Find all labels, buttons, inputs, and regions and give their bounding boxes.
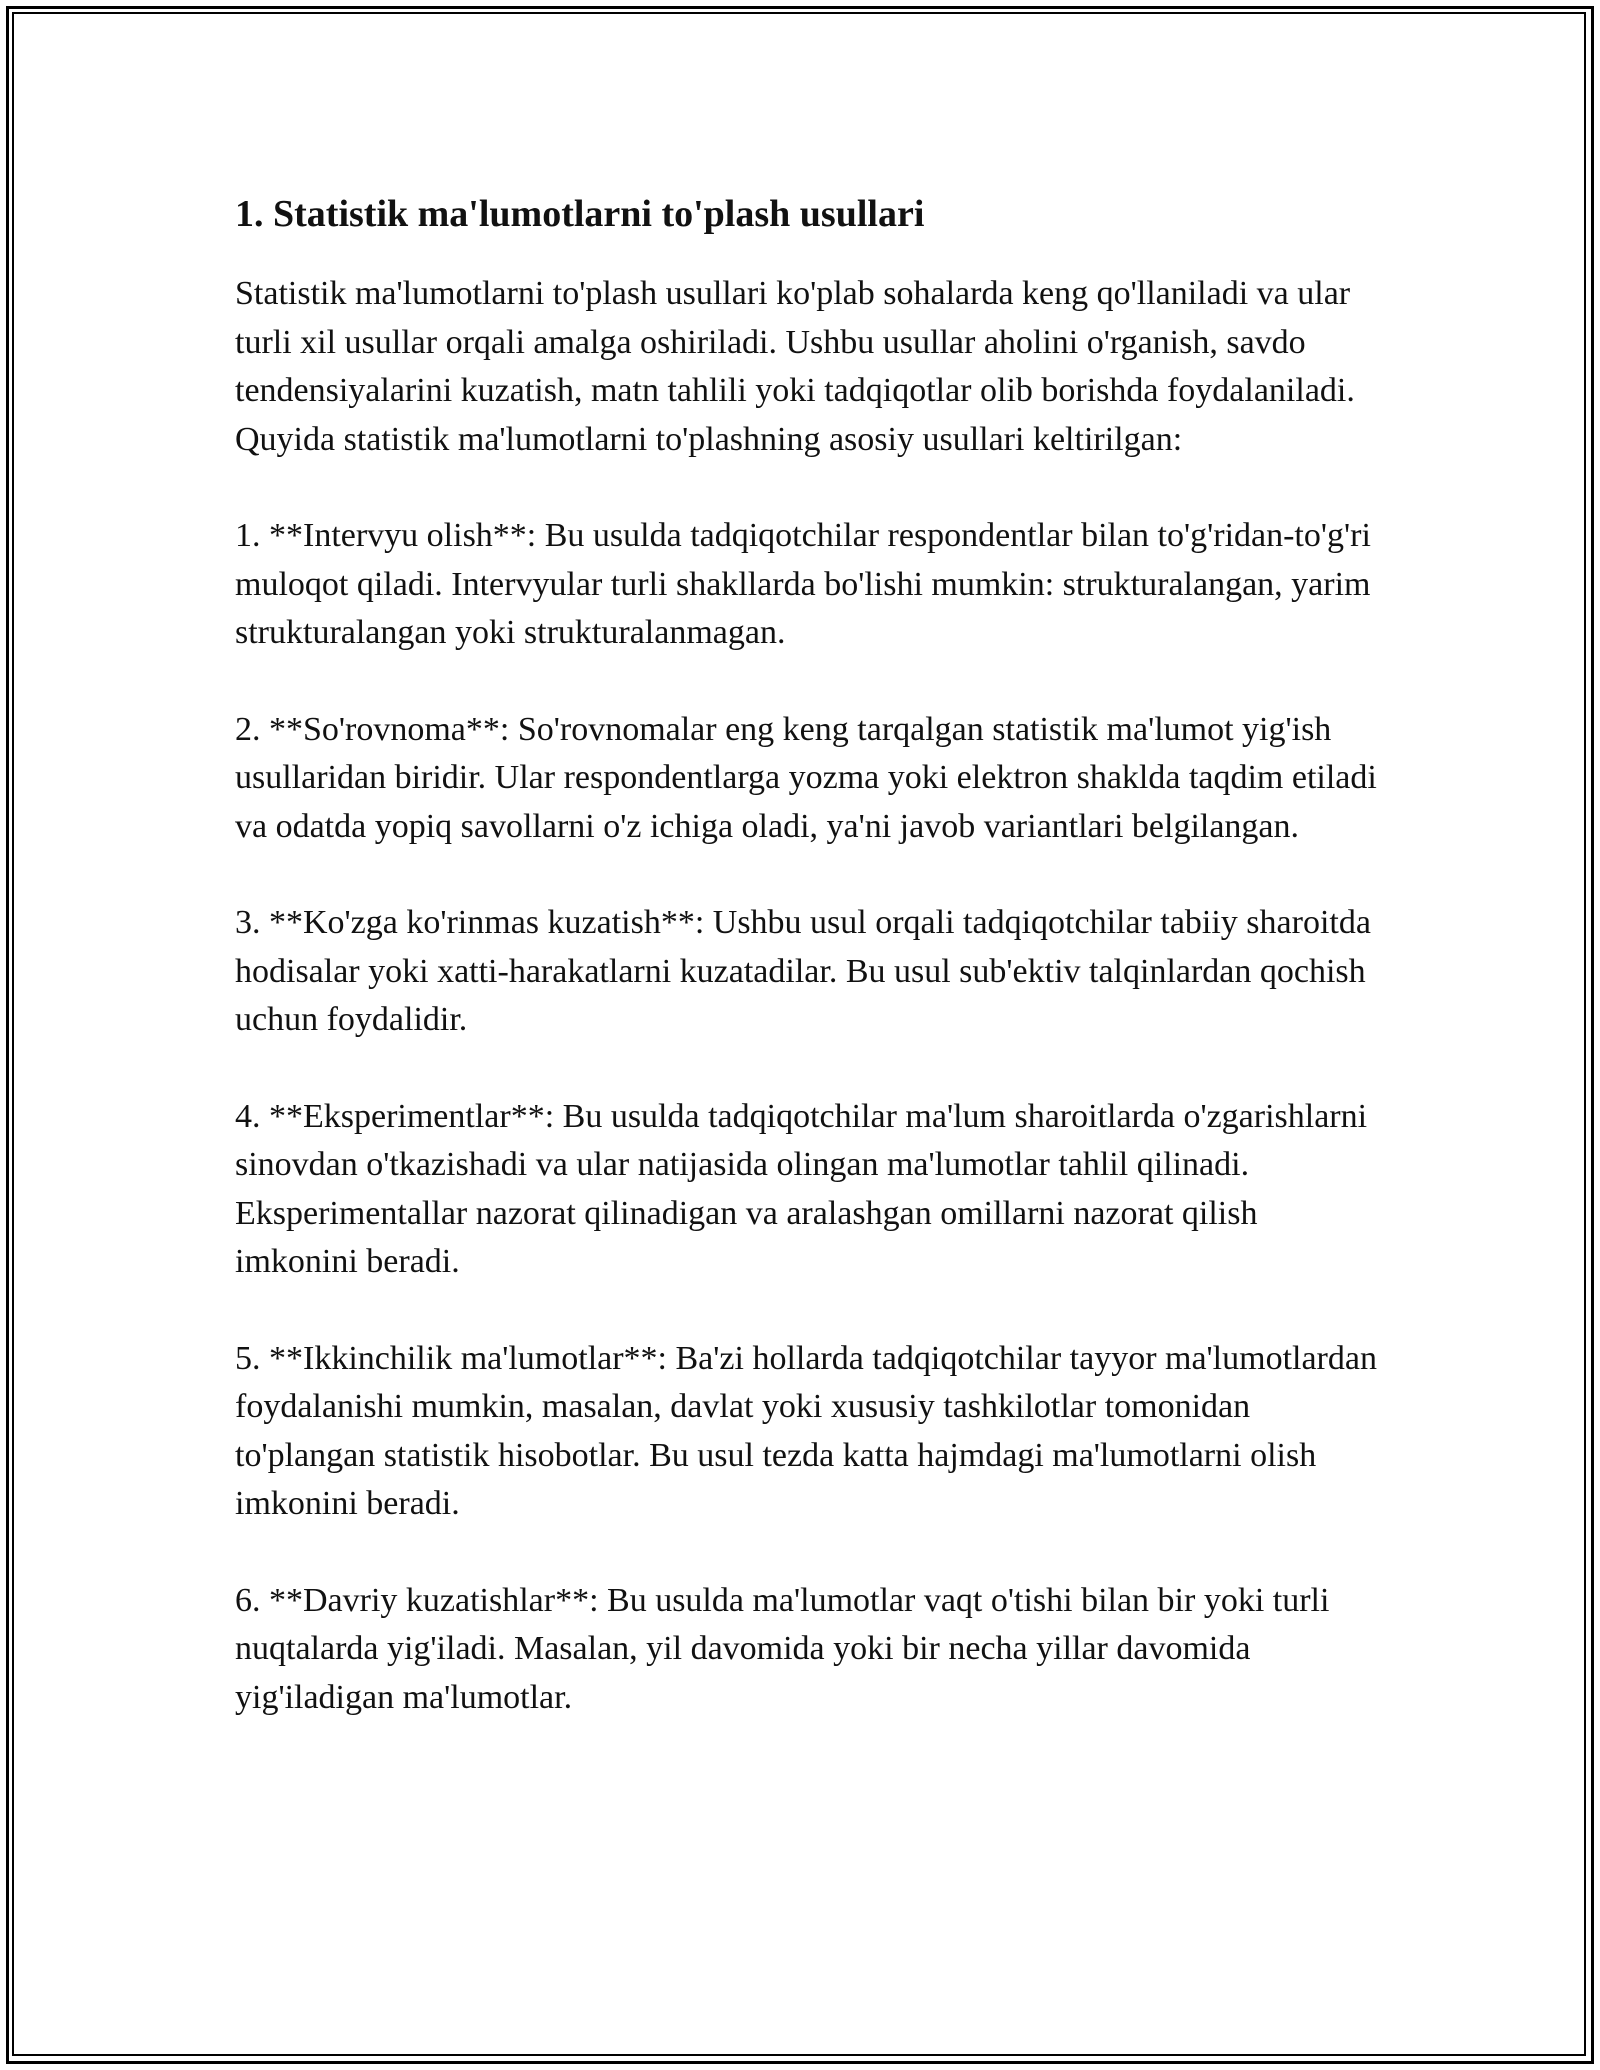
document-body: [235, 188, 1385, 1770]
list-item: 5. **Ikkinchilik ma'lumotlar**: Ba'zi hollarda tadqiqotchilar tayyor ma'lumotlardan foydalanishi mumkin, masalan, davlat yoki xususiy tashkilotlar tomonidan to'plangan statistik hisobotlar. Bu usul tezda katta hajmdagi ma'lumotlarni olish imkonini beradi.: [235, 1339, 1377, 1522]
list-item: 2. **So'rovnoma**: So'rovnomalar eng keng tarqalgan statistik ma'lumot yig'ish usullaridan biridir. Ular respondentlarga yozma yoki elektron shaklda taqdim etiladi va odatda yopiq savollarni o'z ichiga oladi, ya'ni javob variantlari belgilangan.: [235, 710, 1377, 845]
intro-paragraph: Statistik ma'lumotlarni to'plash usullari ko'plab sohalarda keng qo'llaniladi va ular turli xil usullar orqali amalga oshiriladi. Ushbu usullar aholini o'rganish, savdo tendensiyalarini kuzatish, matn tahlili yoki tadqiqotlar olib borishda foydalaniladi. Quyida statistik ma'lumotlarni to'plashning asosiy usullari keltirilgan:: [235, 275, 1355, 458]
document-title: 1. Statistik ma'lumotlarni to'plash usullari: [235, 193, 925, 235]
list-item: 4. **Eksperimentlar**: Bu usulda tadqiqotchilar ma'lum sharoitlarda o'zgarishlarni sinovdan o'tkazishadi va ular natijasida olingan ma'lumotlar tahlil qilinadi. Eksperimentallar nazorat qilinadigan va aralashgan omillarni nazorat qilish imkonini beradi.: [235, 1097, 1368, 1280]
list-item: 1. **Intervyu olish**: Bu usulda tadqiqotchilar respondentlar bilan to'g'ridan-to'g'ri muloqot qiladi. Intervyular turli shakllarda bo'lishi mumkin: strukturalangan, yarim strukturalangan yoki strukturalanmagan.: [235, 517, 1371, 651]
list-item: 6. **Davriy kuzatishlar**: Bu usulda ma'lumotlar vaqt o'tishi bilan bir yoki turli nuqtalarda yig'iladi. Masalan, yil davomida yoki bir necha yillar davomida yig'iladigan ma'lumotlar.: [235, 1581, 1330, 1716]
list-item: 3. **Ko'zga ko'rinmas kuzatish**: Ushbu usul orqali tadqiqotchilar tabiiy sharoitda hodisalar yoki xatti-harakatlarni kuzatadilar. Bu usul sub'ektiv talqinlardan qochish uchun foydalidir.: [235, 904, 1371, 1038]
